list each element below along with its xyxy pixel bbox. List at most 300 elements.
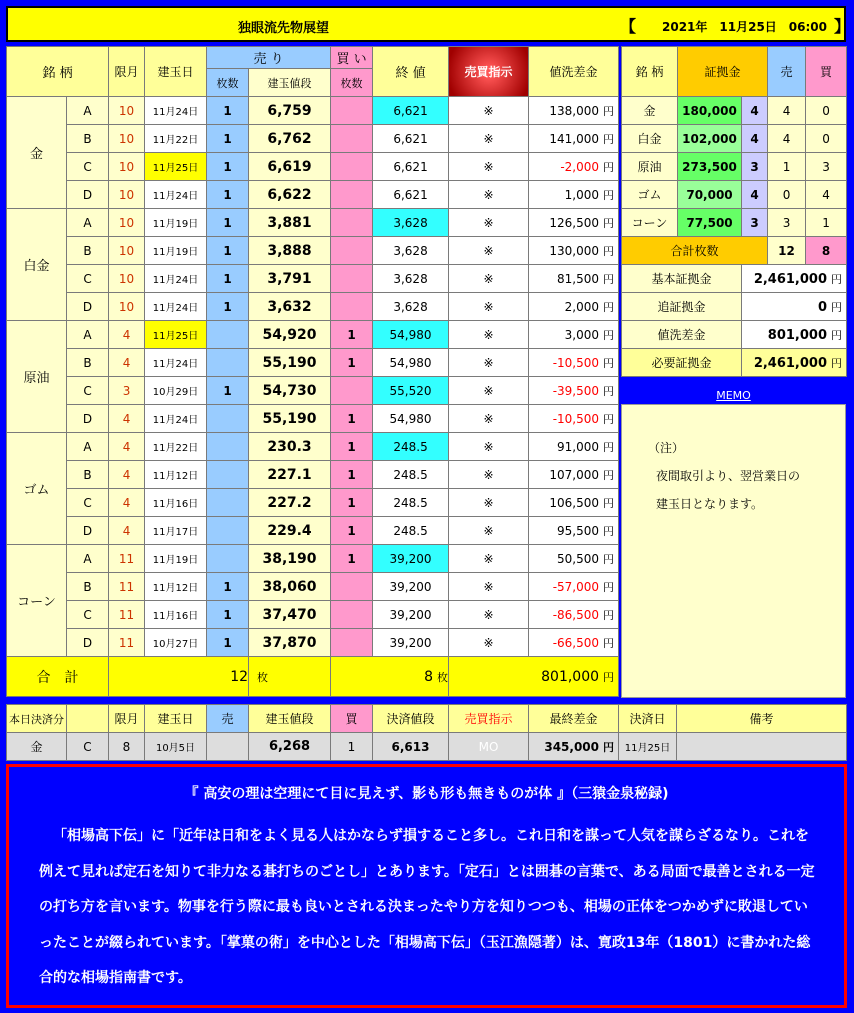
entry-price: 54,730 xyxy=(249,377,331,405)
close-price: 6,621 xyxy=(373,97,449,125)
contract-label: A xyxy=(67,321,109,349)
close-price: 39,200 xyxy=(373,573,449,601)
buy-qty: 1 xyxy=(331,405,373,433)
position-row xyxy=(7,125,619,153)
margin-total-buy: 8 xyxy=(806,237,847,265)
close-price: 39,200 xyxy=(373,545,449,573)
sell-qty: 1 xyxy=(207,237,249,265)
close-price: 248.5 xyxy=(373,517,449,545)
contract-label: D xyxy=(67,517,109,545)
trade-instruction: ※ xyxy=(449,461,529,489)
memo-link[interactable]: MEMO xyxy=(716,389,751,402)
quote-panel xyxy=(6,764,847,1008)
sell-qty xyxy=(207,517,249,545)
position-row xyxy=(7,265,619,293)
commodity-name: 白金 xyxy=(7,209,67,321)
mark-to-market: -57,000 円 xyxy=(529,573,619,601)
buy-qty: 1 xyxy=(331,461,373,489)
margin-total-sell: 12 xyxy=(768,237,806,265)
trade-instruction: ※ xyxy=(449,125,529,153)
memo-box xyxy=(621,404,846,698)
sell-qty xyxy=(207,321,249,349)
position-row xyxy=(7,377,619,405)
entry-date: 11月19日 xyxy=(145,545,207,573)
contract-label: A xyxy=(67,209,109,237)
buy-qty xyxy=(331,629,373,657)
entry-price: 6,759 xyxy=(249,97,331,125)
commodity-name: コーン xyxy=(7,545,67,657)
bracket-close: 】 xyxy=(834,17,851,36)
header-owarine: 終 値 xyxy=(373,47,449,97)
margin-summary-value: 0 円 xyxy=(742,293,847,321)
trade-instruction: ※ xyxy=(449,629,529,657)
close-price: 248.5 xyxy=(373,461,449,489)
trade-instruction: ※ xyxy=(449,573,529,601)
buy-qty xyxy=(331,209,373,237)
entry-date: 11月25日 xyxy=(145,321,207,349)
settle-header-buy: 買 xyxy=(331,705,373,733)
settle-header-spacer xyxy=(67,705,109,733)
settle-header-settle-price: 決済値段 xyxy=(373,705,449,733)
margin-summary-row xyxy=(622,265,847,293)
settle-final-amount: 345,000 円 xyxy=(529,733,619,761)
position-row xyxy=(7,293,619,321)
commodity-name: 原油 xyxy=(7,321,67,433)
entry-date: 11月22日 xyxy=(145,125,207,153)
trade-instruction: ※ xyxy=(449,153,529,181)
margin-summary-value: 801,000 円 xyxy=(742,321,847,349)
contract-month: 11 xyxy=(109,545,145,573)
trade-instruction: ※ xyxy=(449,209,529,237)
margin-commodity: 金 xyxy=(622,97,678,125)
page-title: 独眼流先物展望 xyxy=(238,21,330,36)
buy-qty xyxy=(331,573,373,601)
mark-to-market: 106,500 円 xyxy=(529,489,619,517)
margin-summary-row xyxy=(622,293,847,321)
mark-to-market: 2,000 円 xyxy=(529,293,619,321)
margin-row xyxy=(622,97,847,125)
contract-month: 10 xyxy=(109,237,145,265)
position-row xyxy=(7,545,619,573)
total-value: 801,000 円 xyxy=(449,657,619,697)
buy-qty: 1 xyxy=(331,433,373,461)
header-gengetsu: 限月 xyxy=(109,47,145,97)
header-trade-instruction: 売買指示 xyxy=(449,47,529,97)
margin-commodity: 原油 xyxy=(622,153,678,181)
contract-month: 10 xyxy=(109,153,145,181)
close-price: 3,628 xyxy=(373,237,449,265)
mark-to-market: 126,500 円 xyxy=(529,209,619,237)
position-row xyxy=(7,237,619,265)
entry-price: 55,190 xyxy=(249,405,331,433)
margin-amount: 77,500 xyxy=(678,209,742,237)
close-price: 39,200 xyxy=(373,629,449,657)
mark-to-market: -39,500 円 xyxy=(529,377,619,405)
mark-to-market: 50,500 円 xyxy=(529,545,619,573)
margin-summary-row xyxy=(622,349,847,377)
contract-label: D xyxy=(67,405,109,433)
margin-amount: 70,000 xyxy=(678,181,742,209)
margin-sell-count: 4 xyxy=(768,97,806,125)
entry-price: 3,791 xyxy=(249,265,331,293)
contract-label: A xyxy=(67,433,109,461)
sell-qty: 1 xyxy=(207,601,249,629)
mark-to-market: 95,500 円 xyxy=(529,517,619,545)
buy-qty: 1 xyxy=(331,349,373,377)
margin-buy-count: 3 xyxy=(806,153,847,181)
settle-exit-price: 6,613 xyxy=(373,733,449,761)
entry-date: 11月16日 xyxy=(145,601,207,629)
position-row xyxy=(7,461,619,489)
margin-row xyxy=(622,181,847,209)
quote-body: 「相場高下伝」に「近年は日和をよく見る人はかならず損すること多し。これ日和を謀って人気を謀らざるなり。これを例えて見れば定石を知りて非力なる碁打ちのごとし」とあります。「定石」とは囲碁の言葉で、ある局面で最善とされる一定の打ち方を言います。物事を行う際に最も良いとされる決まったやり方を知りつつも、相場の正体をつかめずに敗退していったことが綴られています。「掌菓の術」を中心とした「相場高下伝」（玉江漁隠著）は、寛政13年（1801）に書かれた総合的な相場指南書です。 xyxy=(39,828,815,987)
settle-header-note: 備考 xyxy=(677,705,847,733)
trade-instruction: ※ xyxy=(449,321,529,349)
trade-instruction: ※ xyxy=(449,601,529,629)
mark-to-market: 130,000 円 xyxy=(529,237,619,265)
total-row xyxy=(7,657,619,697)
contract-month: 4 xyxy=(109,433,145,461)
entry-price: 3,881 xyxy=(249,209,331,237)
contract-label: A xyxy=(67,97,109,125)
sell-qty: 1 xyxy=(207,265,249,293)
mark-to-market: 107,000 円 xyxy=(529,461,619,489)
mark-to-market: -66,500 円 xyxy=(529,629,619,657)
contract-label: D xyxy=(67,629,109,657)
sell-qty xyxy=(207,433,249,461)
contract-month: 4 xyxy=(109,321,145,349)
mark-to-market: -86,500 円 xyxy=(529,601,619,629)
trade-instruction: ※ xyxy=(449,377,529,405)
trade-instruction: ※ xyxy=(449,293,529,321)
entry-price: 38,060 xyxy=(249,573,331,601)
margin-buy-count: 0 xyxy=(806,125,847,153)
header-meigara: 銘 柄 xyxy=(7,47,109,97)
margin-header-meigara: 銘 柄 xyxy=(622,47,678,97)
entry-date: 11月24日 xyxy=(145,349,207,377)
buy-qty xyxy=(331,237,373,265)
mark-to-market: -10,500 円 xyxy=(529,349,619,377)
close-price: 3,628 xyxy=(373,265,449,293)
settle-sell xyxy=(207,733,249,761)
close-price: 55,520 xyxy=(373,377,449,405)
header-neari: 値洗差金 xyxy=(529,47,619,97)
close-price: 54,980 xyxy=(373,349,449,377)
trade-instruction: ※ xyxy=(449,489,529,517)
position-row xyxy=(7,405,619,433)
margin-summary-label: 追証拠金 xyxy=(622,293,742,321)
total-label: 合 計 xyxy=(7,657,109,697)
entry-price: 6,622 xyxy=(249,181,331,209)
margin-sell-count: 4 xyxy=(768,125,806,153)
mark-to-market: 81,500 円 xyxy=(529,265,619,293)
settle-note xyxy=(677,733,847,761)
buy-qty xyxy=(331,153,373,181)
entry-date: 11月16日 xyxy=(145,489,207,517)
buy-qty: 1 xyxy=(331,545,373,573)
margin-header-buy: 買 xyxy=(806,47,847,97)
sell-qty: 1 xyxy=(207,153,249,181)
trade-instruction: ※ xyxy=(449,545,529,573)
position-row xyxy=(7,153,619,181)
settlement-table xyxy=(6,704,847,761)
trade-instruction: ※ xyxy=(449,517,529,545)
header-sell: 売 り xyxy=(207,47,331,69)
margin-commodity: コーン xyxy=(622,209,678,237)
buy-qty xyxy=(331,265,373,293)
contract-month: 10 xyxy=(109,97,145,125)
margin-sell-count: 0 xyxy=(768,181,806,209)
buy-qty xyxy=(331,125,373,153)
settle-settle-date: 11月25日 xyxy=(619,733,677,761)
entry-date: 11月24日 xyxy=(145,265,207,293)
contract-label: B xyxy=(67,349,109,377)
close-price: 6,621 xyxy=(373,181,449,209)
total-sell-unit: 枚 xyxy=(249,657,331,697)
close-price: 54,980 xyxy=(373,405,449,433)
trade-instruction: ※ xyxy=(449,433,529,461)
trade-instruction: ※ xyxy=(449,405,529,433)
buy-qty xyxy=(331,377,373,405)
buy-qty xyxy=(331,181,373,209)
close-price: 248.5 xyxy=(373,489,449,517)
margin-qty: 4 xyxy=(742,125,768,153)
entry-date: 10月29日 xyxy=(145,377,207,405)
memo-note-label: （注） xyxy=(648,441,685,455)
position-row xyxy=(7,321,619,349)
mark-to-market: -2,000 円 xyxy=(529,153,619,181)
contract-month: 11 xyxy=(109,601,145,629)
settle-header-today: 本日決済分 xyxy=(7,705,67,733)
margin-table xyxy=(621,46,847,377)
entry-price: 3,632 xyxy=(249,293,331,321)
title-bar xyxy=(6,6,851,42)
entry-date: 11月25日 xyxy=(145,153,207,181)
sell-qty: 1 xyxy=(207,125,249,153)
entry-price: 38,190 xyxy=(249,545,331,573)
memo-title-bar xyxy=(621,380,846,404)
margin-buy-count: 1 xyxy=(806,209,847,237)
header-buy-qty: 枚数 xyxy=(331,69,373,97)
memo-note-line: 建玉日となります。 xyxy=(656,497,764,511)
sell-qty: 1 xyxy=(207,209,249,237)
buy-qty xyxy=(331,293,373,321)
margin-total-label: 合計枚数 xyxy=(622,237,768,265)
margin-qty: 3 xyxy=(742,153,768,181)
sell-qty: 1 xyxy=(207,181,249,209)
commodity-name: 金 xyxy=(7,97,67,209)
quote-title: 『 高安の理は空理にて目に見えず、影も形も無きものが体 』（三猿金泉秘録) xyxy=(184,786,669,802)
settle-buy: 1 xyxy=(331,733,373,761)
mark-to-market: 91,000 円 xyxy=(529,433,619,461)
contract-label: A xyxy=(67,545,109,573)
entry-price: 54,920 xyxy=(249,321,331,349)
entry-date: 11月12日 xyxy=(145,573,207,601)
position-row xyxy=(7,209,619,237)
margin-qty: 3 xyxy=(742,209,768,237)
contract-label: C xyxy=(67,489,109,517)
settle-header-sell: 売 xyxy=(207,705,249,733)
close-price: 6,621 xyxy=(373,153,449,181)
entry-date: 11月12日 xyxy=(145,461,207,489)
commodity-name: ゴム xyxy=(7,433,67,545)
margin-sell-count: 1 xyxy=(768,153,806,181)
margin-summary-value: 2,461,000 円 xyxy=(742,265,847,293)
contract-label: D xyxy=(67,181,109,209)
positions-table xyxy=(6,46,619,697)
entry-price: 6,619 xyxy=(249,153,331,181)
contract-month: 10 xyxy=(109,181,145,209)
margin-summary-label: 値洗差金 xyxy=(622,321,742,349)
contract-month: 4 xyxy=(109,461,145,489)
position-row xyxy=(7,629,619,657)
sell-qty: 1 xyxy=(207,377,249,405)
settle-date: 10月5日 xyxy=(145,733,207,761)
margin-qty: 4 xyxy=(742,181,768,209)
entry-price: 37,470 xyxy=(249,601,331,629)
contract-month: 10 xyxy=(109,125,145,153)
contract-month: 4 xyxy=(109,489,145,517)
settle-commodity: 金 xyxy=(7,733,67,761)
total-buy-qty: 8 枚 xyxy=(331,657,449,697)
margin-qty: 4 xyxy=(742,97,768,125)
sell-qty xyxy=(207,545,249,573)
contract-month: 10 xyxy=(109,293,145,321)
entry-date: 11月19日 xyxy=(145,209,207,237)
entry-date: 10月27日 xyxy=(145,629,207,657)
mark-to-market: 1,000 円 xyxy=(529,181,619,209)
settle-header-month: 限月 xyxy=(109,705,145,733)
contract-label: B xyxy=(67,461,109,489)
margin-header-sell: 売 xyxy=(768,47,806,97)
margin-summary-value: 2,461,000 円 xyxy=(742,349,847,377)
sell-qty: 1 xyxy=(207,629,249,657)
entry-date: 11月17日 xyxy=(145,517,207,545)
position-row xyxy=(7,97,619,125)
position-row xyxy=(7,517,619,545)
position-row xyxy=(7,489,619,517)
contract-label: B xyxy=(67,573,109,601)
trade-instruction: ※ xyxy=(449,97,529,125)
entry-price: 230.3 xyxy=(249,433,331,461)
buy-qty xyxy=(331,97,373,125)
margin-sell-count: 3 xyxy=(768,209,806,237)
entry-price: 229.4 xyxy=(249,517,331,545)
margin-row xyxy=(622,209,847,237)
entry-date: 11月24日 xyxy=(145,181,207,209)
close-price: 3,628 xyxy=(373,209,449,237)
margin-row xyxy=(622,125,847,153)
margin-header-amount: 証拠金 xyxy=(678,47,768,97)
trade-instruction: ※ xyxy=(449,181,529,209)
buy-qty: 1 xyxy=(331,321,373,349)
position-row xyxy=(7,181,619,209)
mark-to-market: -10,500 円 xyxy=(529,405,619,433)
contract-label: C xyxy=(67,377,109,405)
mark-to-market: 138,000 円 xyxy=(529,97,619,125)
header-tateday: 建玉日 xyxy=(145,47,207,97)
contract-month: 11 xyxy=(109,629,145,657)
contract-label: D xyxy=(67,293,109,321)
position-row xyxy=(7,433,619,461)
contract-month: 10 xyxy=(109,265,145,293)
sell-qty xyxy=(207,349,249,377)
report-date: 2021年 11月25日 06:00 xyxy=(662,20,827,34)
mark-to-market: 3,000 円 xyxy=(529,321,619,349)
buy-qty: 1 xyxy=(331,517,373,545)
contract-month: 4 xyxy=(109,405,145,433)
settle-header-price: 建玉値段 xyxy=(249,705,331,733)
header-sell-qty: 枚数 xyxy=(207,69,249,97)
margin-commodity: 白金 xyxy=(622,125,678,153)
buy-qty: 1 xyxy=(331,489,373,517)
contract-label: C xyxy=(67,601,109,629)
margin-amount: 273,500 xyxy=(678,153,742,181)
margin-buy-count: 4 xyxy=(806,181,847,209)
trade-instruction: ※ xyxy=(449,349,529,377)
sell-qty: 1 xyxy=(207,573,249,601)
entry-price: 37,870 xyxy=(249,629,331,657)
total-sell-qty: 12 xyxy=(109,657,249,697)
contract-label: B xyxy=(67,237,109,265)
mark-to-market: 141,000 円 xyxy=(529,125,619,153)
buy-qty xyxy=(331,601,373,629)
margin-total-row xyxy=(622,237,847,265)
contract-label: C xyxy=(67,265,109,293)
sell-qty: 1 xyxy=(207,97,249,125)
margin-buy-count: 0 xyxy=(806,97,847,125)
close-price: 39,200 xyxy=(373,601,449,629)
margin-amount: 180,000 xyxy=(678,97,742,125)
sell-qty xyxy=(207,461,249,489)
settle-entry-price: 6,268 xyxy=(249,733,331,761)
sell-qty xyxy=(207,405,249,433)
settle-month: 8 xyxy=(109,733,145,761)
memo-note-line: 夜間取引より、翌営業日の xyxy=(656,469,801,483)
close-price: 54,980 xyxy=(373,321,449,349)
header-buy: 買 い xyxy=(331,47,373,69)
settle-header-instruction: 売買指示 xyxy=(449,705,529,733)
margin-summary-row xyxy=(622,321,847,349)
contract-month: 10 xyxy=(109,209,145,237)
entry-price: 6,762 xyxy=(249,125,331,153)
contract-month: 11 xyxy=(109,573,145,601)
sell-qty xyxy=(207,489,249,517)
settle-header-final: 最終差金 xyxy=(529,705,619,733)
close-price: 6,621 xyxy=(373,125,449,153)
position-row xyxy=(7,349,619,377)
contract-month: 4 xyxy=(109,517,145,545)
settle-instruction: MO xyxy=(449,733,529,761)
contract-month: 3 xyxy=(109,377,145,405)
entry-date: 11月22日 xyxy=(145,433,207,461)
entry-price: 3,888 xyxy=(249,237,331,265)
entry-price: 227.1 xyxy=(249,461,331,489)
entry-date: 11月24日 xyxy=(145,97,207,125)
margin-row xyxy=(622,153,847,181)
entry-price: 227.2 xyxy=(249,489,331,517)
position-row xyxy=(7,601,619,629)
margin-commodity: ゴム xyxy=(622,181,678,209)
settle-header-date: 建玉日 xyxy=(145,705,207,733)
entry-date: 11月19日 xyxy=(145,237,207,265)
contract-label: B xyxy=(67,125,109,153)
margin-amount: 102,000 xyxy=(678,125,742,153)
contract-month: 4 xyxy=(109,349,145,377)
settle-header-settle-date: 決済日 xyxy=(619,705,677,733)
trade-instruction: ※ xyxy=(449,265,529,293)
trade-instruction: ※ xyxy=(449,237,529,265)
